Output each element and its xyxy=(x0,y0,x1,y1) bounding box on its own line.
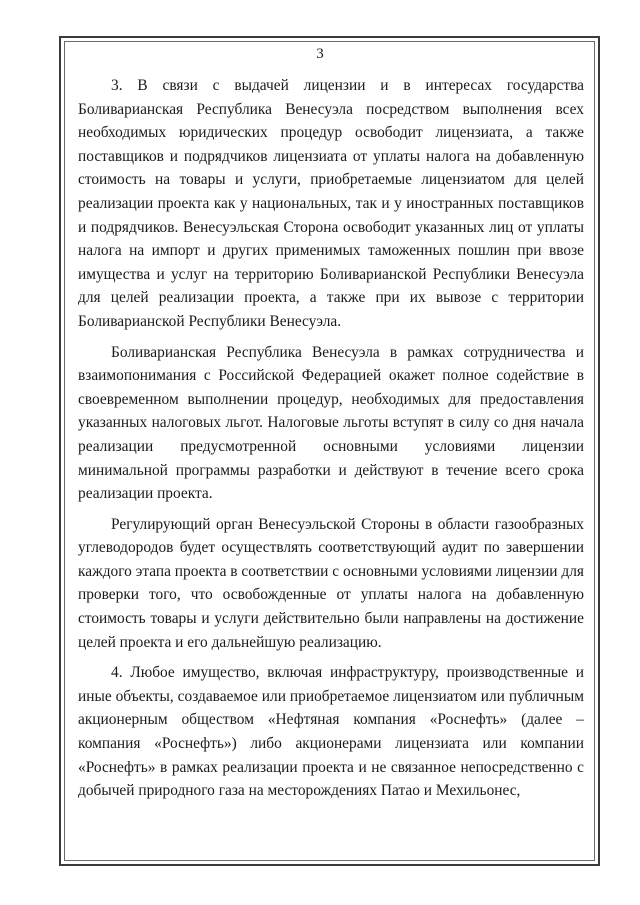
paragraph-3: Регулирующий орган Венесуэльской Стороны в области газообразных углеводородов будет осуществлять соответствующий аудит по завершении каждого этапа проекта в соответствии с основными условиями лицензии для проверки того, что освобожденные от уплаты налога на добавленную стоимость товары и услуги действительно были направлены на достижение целей проекта и его дальнейшую реализацию. xyxy=(78,515,584,651)
document-body xyxy=(78,74,584,810)
paragraph-4: 4. Любое имущество, включая инфраструктуру, производственные и иные объекты, создаваемое или приобретаемое лицензиатом или публичным акционерным обществом «Нефтяная компания «Роснефть» (далее – компания «Роснефть») либо акционерами лицензиата или компании «Роснефть» в рамках реализации проекта и не связанное непосредственно с добычей природного газа на месторождениях Патао и Мехильонес, xyxy=(78,664,584,800)
paragraph-2: Боливарианская Республика Венесуэла в рамках сотрудничества и взаимопонимания с Российской Федерацией окажет полное содействие в своевременном выполнении процедур, необходимых для предоставления указанных налоговых льгот. Налоговые льготы вступят в силу со дня начала реализации предусмотренной основными условиями лицензии минимальной программы разработки и действуют в течение всего срока реализации проекта. xyxy=(78,343,584,503)
paragraph-1: 3. В связи с выдачей лицензии и в интересах государства Боливарианская Республика Венесуэла посредством выполнения всех необходимых юридических процедур освободит лицензиата, а также поставщиков и подрядчиков лицензиата от уплаты налога на добавленную стоимость на товары и услуги, приобретаемые лицензиатом для целей реализации проекта как у национальных, так и у иностранных поставщиков и подрядчиков. Венесуэльская Сторона освободит указанных лиц от уплаты налога на импорт и других применимых таможенных пошлин при ввозе имущества и услуг на территорию Боливарианской Республики Венесуэла для целей реализации проекта, а также при их вывозе с территории Боливарианской Республики Венесуэла. xyxy=(78,77,584,330)
page-number: 3 xyxy=(316,46,324,62)
